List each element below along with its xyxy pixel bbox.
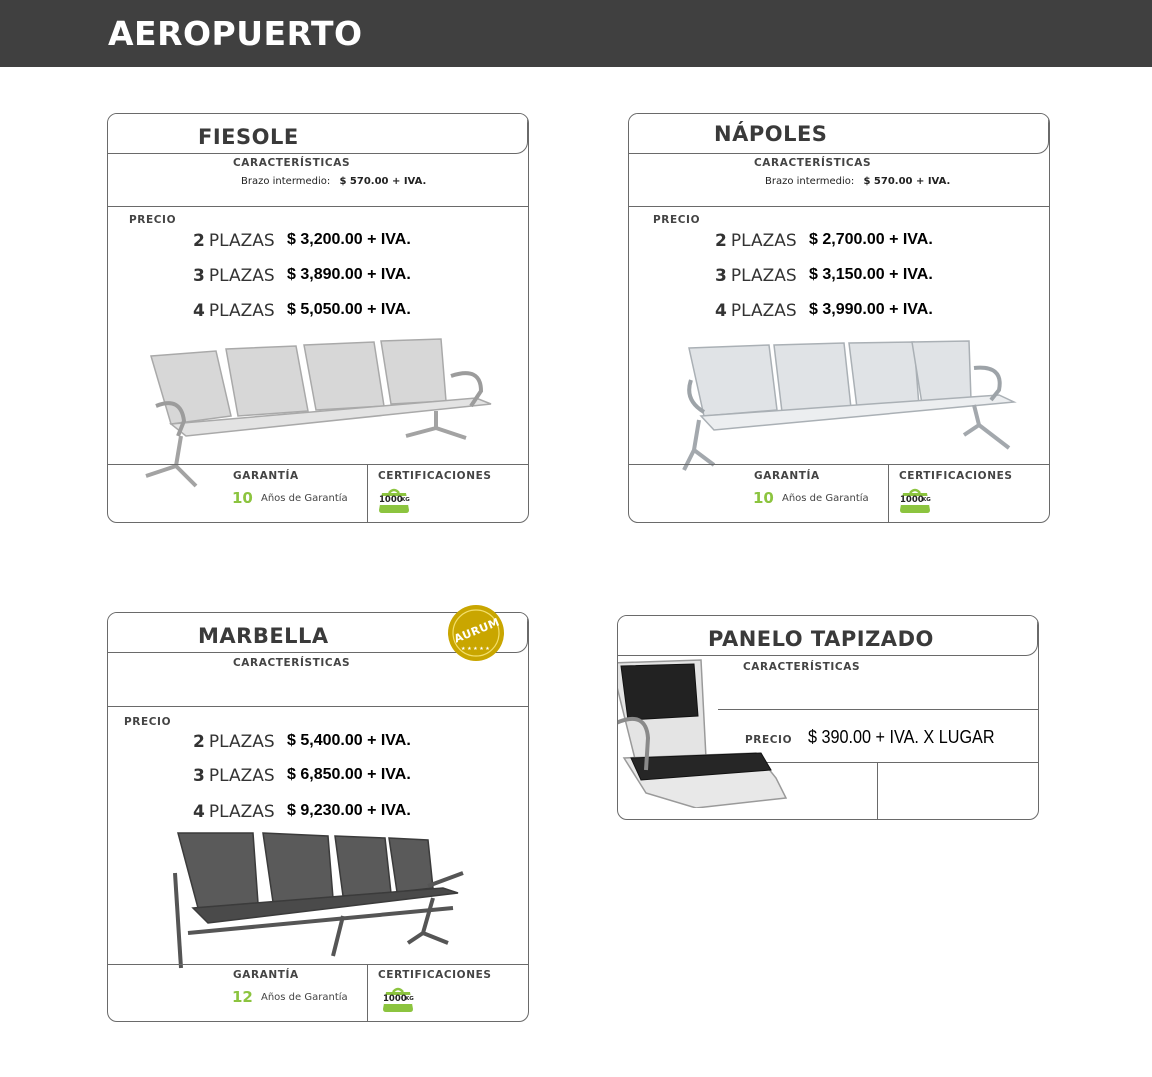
price-row: 2 PLAZAS $ 2,700.00 + IVA. (715, 231, 933, 251)
warranty-text: Años de Garantía (261, 992, 348, 1003)
warranty-years: 10 (232, 489, 253, 507)
price-value: $ 3,990.00 + IVA. (809, 301, 933, 318)
price-value: $ 5,050.00 + IVA. (287, 301, 411, 318)
price-value: $ 390.00 + IVA. X LUGAR (808, 727, 995, 747)
weight-cert-icon (382, 985, 412, 1013)
weight-cert-icon (378, 486, 408, 514)
chair-image (679, 340, 1019, 480)
cert-unit: KG (401, 497, 410, 503)
warranty-label: GARANTÍA (233, 470, 299, 482)
warranty-text: Años de Garantía (261, 493, 348, 504)
chair-image (136, 336, 506, 491)
page-header (0, 0, 1152, 67)
price-row: 4 PLAZAS $ 9,230.00 + IVA. (193, 802, 411, 822)
warranty-label: GARANTÍA (233, 969, 299, 981)
price-row: 4 PLAZAS $ 3,990.00 + IVA. (715, 301, 933, 321)
feature-label: Brazo intermedio: (765, 176, 855, 187)
price-value: $ 5,400.00 + IVA. (287, 732, 411, 749)
badge-text: AURUM (452, 615, 502, 646)
svg-text:★ ★ ★ ★ ★: ★ ★ ★ ★ ★ (461, 646, 490, 652)
weight-cert-icon (899, 486, 929, 514)
certifications-label: CERTIFICACIONES (899, 470, 1013, 482)
product-card-fiesole[interactable] (107, 113, 529, 523)
product-card-napoles[interactable] (628, 113, 1050, 523)
product-card-panelo[interactable] (617, 615, 1039, 820)
chair-image (163, 828, 483, 973)
warranty-text: Años de Garantía (782, 493, 869, 504)
certifications-label: CERTIFICACIONES (378, 470, 492, 482)
product-card-marbella[interactable] (107, 612, 529, 1022)
page-title: AEROPUERTO (108, 14, 363, 53)
price-value: $ 9,230.00 + IVA. (287, 802, 411, 819)
cert-weight: 1000 (383, 994, 407, 1004)
features-label: CARACTERÍSTICAS (754, 157, 872, 169)
feature-price: $ 570.00 + IVA. (339, 176, 427, 187)
product-title: FIESOLE (198, 125, 299, 149)
aurum-badge (446, 603, 506, 663)
price-value: $ 3,200.00 + IVA. (287, 231, 411, 248)
cert-unit: KG (922, 497, 931, 503)
certifications-label: CERTIFICACIONES (378, 969, 492, 981)
price-value: $ 6,850.00 + IVA. (287, 766, 411, 783)
cert-weight: 1000 (900, 495, 924, 505)
price-label: PRECIO (745, 734, 793, 746)
features-label: CARACTERÍSTICAS (233, 157, 351, 169)
warranty-years: 12 (232, 988, 253, 1006)
price-row: 3 PLAZAS $ 3,150.00 + IVA. (715, 266, 933, 286)
price-value: $ 3,150.00 + IVA. (809, 266, 933, 283)
price-label: PRECIO (124, 716, 172, 728)
feature-price: $ 570.00 + IVA. (863, 176, 951, 187)
cert-weight: 1000 (379, 495, 403, 505)
price-label: PRECIO (653, 214, 701, 226)
price-row: 2 PLAZAS $ 3,200.00 + IVA. (193, 231, 411, 251)
features-label: CARACTERÍSTICAS (743, 661, 861, 673)
price-row: 3 PLAZAS $ 6,850.00 + IVA. (193, 766, 411, 786)
warranty-label: GARANTÍA (754, 470, 820, 482)
feature-line (241, 176, 426, 187)
feature-line (765, 176, 950, 187)
feature-label: Brazo intermedio: (241, 176, 331, 187)
price-row: 3 PLAZAS $ 3,890.00 + IVA. (193, 266, 411, 286)
price-label: PRECIO (129, 214, 177, 226)
price-value: $ 2,700.00 + IVA. (809, 231, 933, 248)
price-row: 4 PLAZAS $ 5,050.00 + IVA. (193, 301, 411, 321)
price-value: $ 3,890.00 + IVA. (287, 266, 411, 283)
features-label: CARACTERÍSTICAS (233, 657, 351, 669)
product-title: MARBELLA (198, 624, 329, 648)
warranty-years: 10 (753, 489, 774, 507)
price-row: 2 PLAZAS $ 5,400.00 + IVA. (193, 732, 411, 752)
cert-unit: KG (405, 996, 414, 1002)
product-title: PANELO TAPIZADO (708, 627, 934, 651)
product-title: NÁPOLES (714, 122, 828, 146)
chair-image (617, 658, 796, 808)
